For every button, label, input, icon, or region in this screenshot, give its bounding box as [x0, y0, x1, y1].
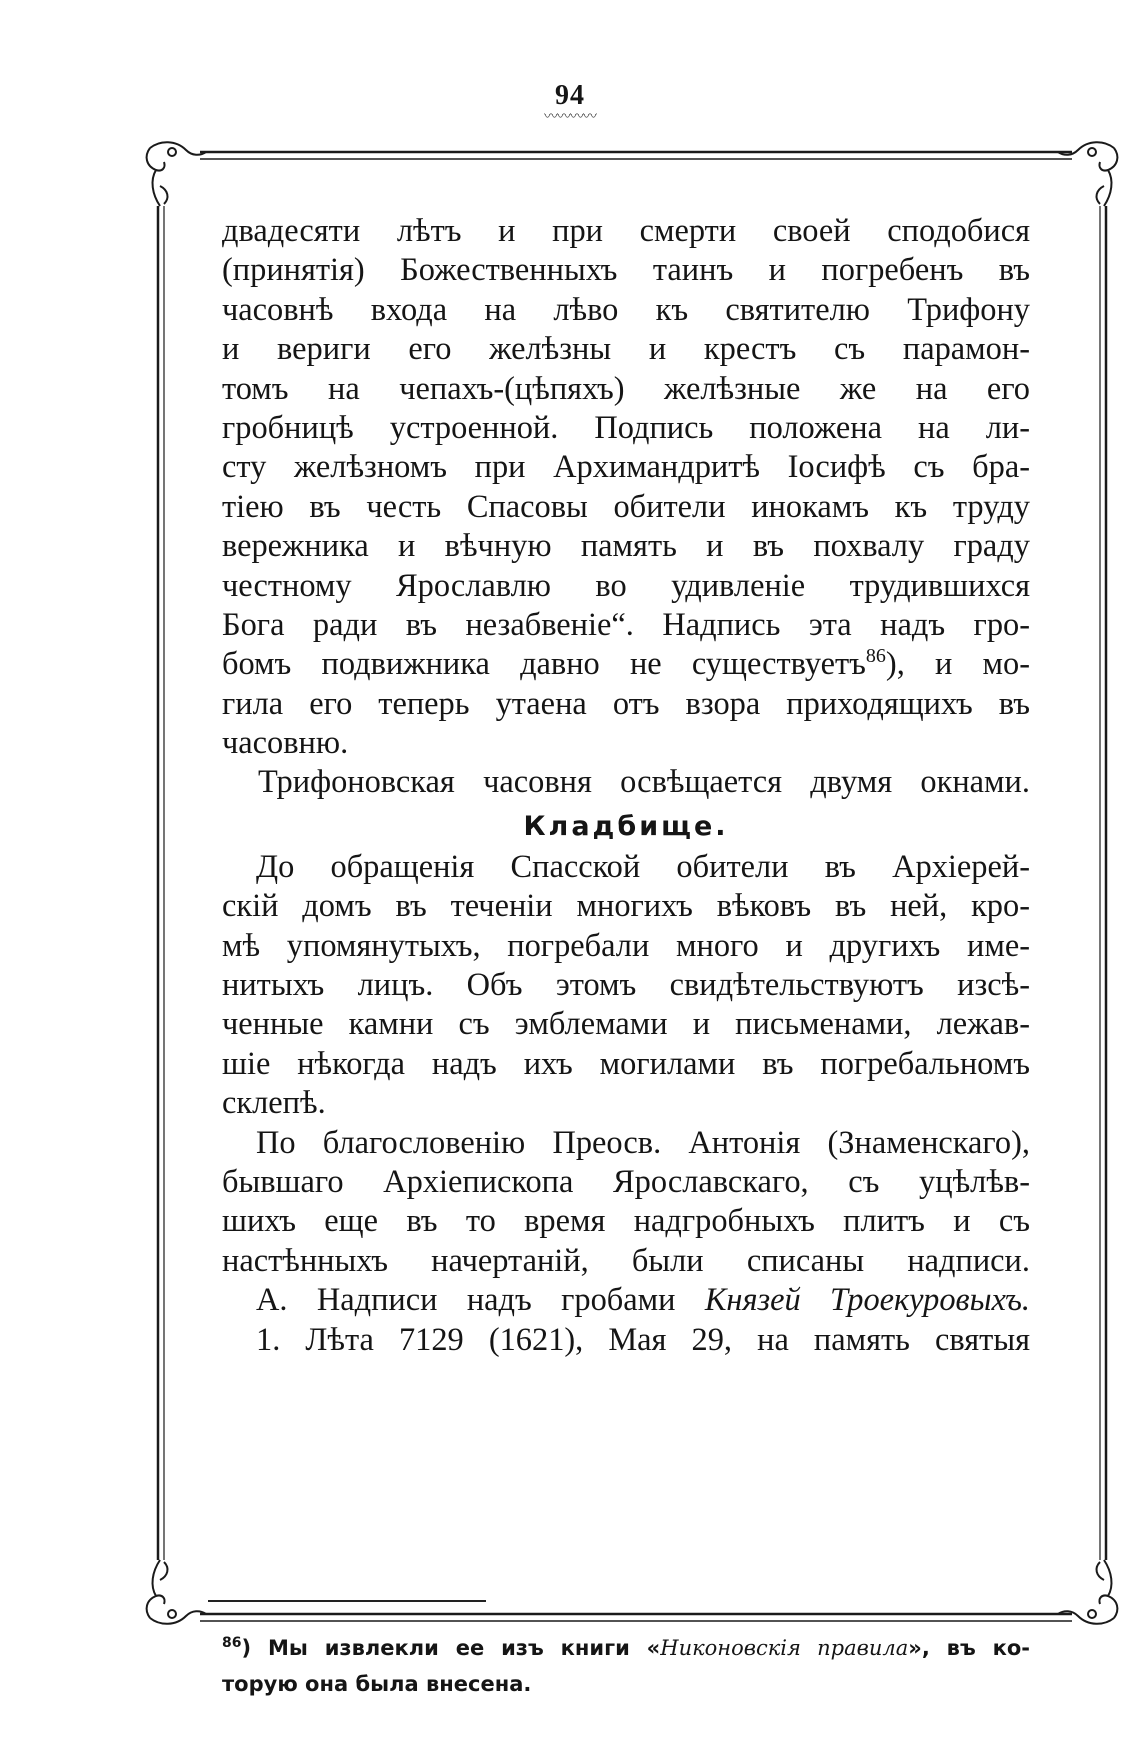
- text-line: скій домъ въ теченіи многихъ вѣковъ въ ней, кро-: [222, 888, 1030, 925]
- main-text: [222, 212, 1030, 1360]
- italic-fragment: Князей Троекуровыхъ.: [704, 1282, 1031, 1319]
- italic-fragment: Никоновскія правила: [660, 1636, 909, 1660]
- footnote: [222, 1630, 1030, 1702]
- page-number: 94: [555, 80, 585, 111]
- text-fragment: А. Надписи надъ гробами: [256, 1282, 705, 1319]
- paragraph-line: До обращенія Спасской обители въ Архіерей-: [256, 848, 1030, 885]
- text-line: шихъ еще въ то время надгробныхъ плитъ и съ: [222, 1203, 1030, 1240]
- paragraph-line: 1. Лѣта 7129 (1621), Мая 29, на память святыя: [256, 1321, 1030, 1358]
- text-line: сту желѣзномъ при Архимандритѣ Іосифѣ съ бра-: [222, 449, 1030, 486]
- text-fragment: », въ ко-: [908, 1636, 1030, 1660]
- text-line: тіею въ честь Спасовы обители инокамъ къ труду: [222, 488, 1030, 525]
- page-number-ornament: 〰〰〰〰: [544, 109, 596, 125]
- text-line: бывшаго Архіепископа Ярославскаго, съ уцѣлѣв-: [222, 1163, 1030, 1200]
- corner-ornament-bottom-left: [147, 1560, 206, 1624]
- footnote-reference[interactable]: 86: [865, 645, 886, 668]
- text-line: склепѣ.: [222, 1085, 326, 1122]
- paragraph-line: Трифоновская часовня освѣщается двумя окнами.: [258, 764, 1030, 801]
- text-fragment: ) Мы извлекли ее изъ книги «: [241, 1636, 661, 1660]
- paragraph-line: По благословенію Преосв. Антонія (Знаменскаго),: [256, 1124, 1030, 1161]
- text-fragment: бомъ подвижника давно не существуетъ: [222, 646, 866, 683]
- text-line: часовню.: [222, 725, 349, 762]
- section-heading: Кладбище.: [523, 810, 729, 842]
- text-line: гробницѣ устроенной. Подпись положена на ли-: [222, 409, 1030, 446]
- text-line: честному Ярославлю во удивленіе трудившихся: [222, 567, 1030, 604]
- text-line-with-footnote-ref: [222, 645, 1030, 684]
- text-line: двадесяти лѣтъ и при смерти своей сподобися: [222, 213, 1030, 249]
- text-line: Бога ради въ незабвеніе“. Надпись эта надъ гро-: [222, 606, 1030, 643]
- text-line: томъ на чепахъ-(цѣпяхъ) желѣзные же на его: [222, 370, 1030, 407]
- paragraph-line-with-italic: [222, 1281, 1030, 1320]
- text-line: ченные камни съ эмблемами и письменами, лежав-: [222, 1006, 1030, 1043]
- footnote-mark: 86: [222, 1635, 242, 1651]
- text-line: гила его теперь утаена отъ взора приходящихъ въ: [222, 685, 1030, 722]
- text-fragment: ), и мо-: [885, 646, 1030, 683]
- text-line: и вериги его желѣзны и крестъ съ парамон-: [222, 331, 1030, 368]
- text-line: (принятія) Божественныхъ таинъ и погребенъ въ: [222, 252, 1030, 289]
- text-line: шіе нѣкогда надъ ихъ могилами въ погребальномъ: [222, 1045, 1030, 1082]
- footnote-divider: [208, 1600, 486, 1602]
- text-line: часовнѣ входа на лѣво къ святителю Трифону: [222, 291, 1030, 328]
- footnote-line: торую она была внесена.: [222, 1672, 532, 1696]
- text-line: нитыхъ лицъ. Объ этомъ свидѣтельствуютъ изсѣ-: [222, 967, 1030, 1004]
- text-line: вережника и вѣчную память и въ похвалу граду: [222, 528, 1030, 565]
- text-line: мѣ упомянутыхъ, погребали много и другихъ име-: [222, 927, 1030, 964]
- text-line: настѣнныхъ начертаній, были списаны надписи.: [222, 1242, 1030, 1279]
- corner-ornament-top-left: [147, 142, 206, 206]
- footnote-line: [222, 1630, 1030, 1666]
